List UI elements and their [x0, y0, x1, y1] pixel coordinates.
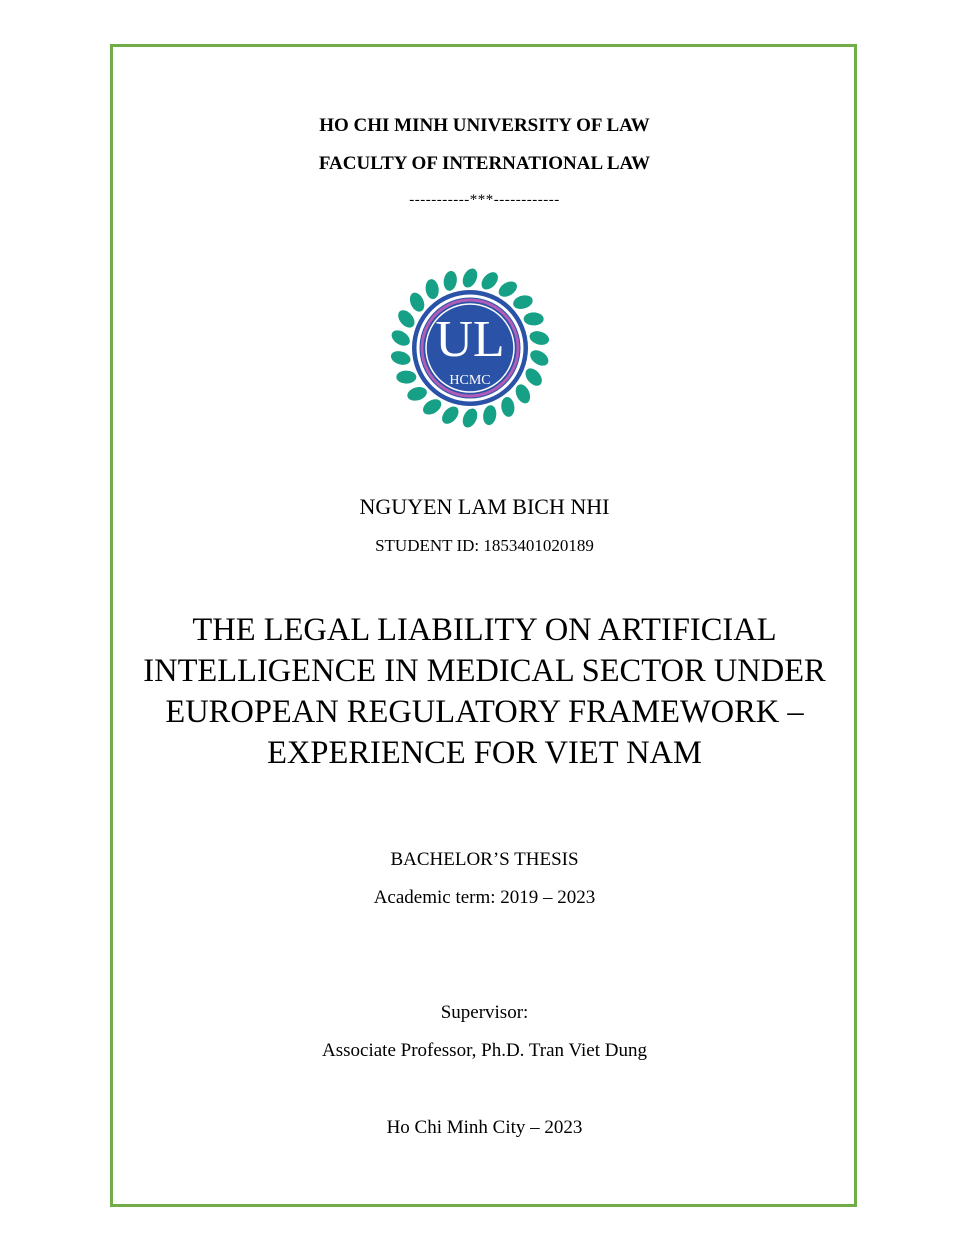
student-id: STUDENT ID: 1853401020189 [375, 536, 594, 555]
supervisor-label: Supervisor: [440, 1002, 529, 1023]
separator: -----------***------------ [409, 192, 560, 208]
author-name: NGUYEN LAM BICH NHI [359, 494, 610, 519]
title-line: INTELLIGENCE IN MEDICAL SECTOR UNDER [143, 653, 826, 689]
supervisor-name: Associate Professor, Ph.D. Tran Viet Dung [322, 1040, 647, 1061]
academic-term: Academic term: 2019 – 2023 [373, 887, 596, 908]
university-name: HO CHI MINH UNIVERSITY OF LAW [319, 115, 650, 136]
place-year: Ho Chi Minh City – 2023 [386, 1117, 583, 1138]
logo-text: HCMC [449, 373, 491, 388]
title-line: EUROPEAN REGULATORY FRAMEWORK – [165, 694, 804, 730]
logo-monogram: UL [435, 311, 505, 368]
faculty-name: FACULTY OF INTERNATIONAL LAW [318, 153, 651, 174]
thesis-type: BACHELOR’S THESIS [390, 849, 579, 870]
university-logo-icon [390, 268, 550, 428]
title-line: THE LEGAL LIABILITY ON ARTIFICIAL [192, 612, 777, 648]
thesis-title [0, 610, 969, 774]
title-line: EXPERIENCE FOR VIET NAM [267, 735, 702, 771]
